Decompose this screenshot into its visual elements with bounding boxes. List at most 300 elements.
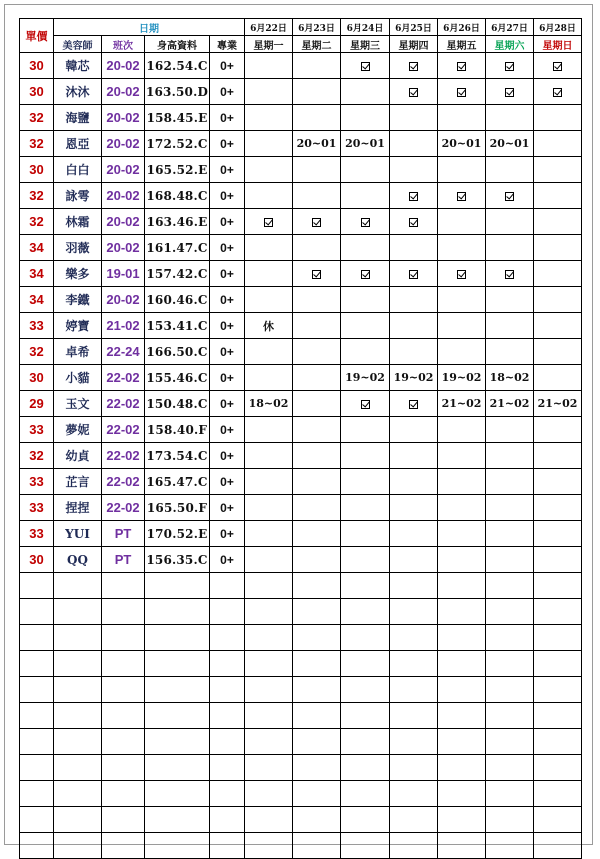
checkbox-checked-icon — [457, 88, 466, 97]
schedule-cell — [438, 261, 486, 287]
empty-cell — [145, 833, 210, 859]
empty-cell — [390, 573, 438, 599]
schedule-table — [19, 18, 582, 859]
empty-cell — [102, 833, 145, 859]
specialty-cell: 0+ — [210, 339, 245, 365]
date-heading: 日期 — [54, 19, 245, 36]
schedule-cell: 20~01 — [486, 131, 534, 157]
schedule-cell: 20~01 — [438, 131, 486, 157]
stylist-name-cell: 夢妮 — [54, 417, 102, 443]
empty-cell — [20, 781, 54, 807]
schedule-cell: 18~02 — [245, 391, 293, 417]
schedule-cell — [293, 313, 341, 339]
schedule-cell — [438, 495, 486, 521]
empty-cell — [102, 625, 145, 651]
empty-cell — [54, 625, 102, 651]
empty-cell — [102, 703, 145, 729]
profile-cell: 158.40.F — [145, 417, 210, 443]
price-cell: 33 — [20, 469, 54, 495]
schedule-cell — [534, 469, 582, 495]
stylist-name-cell: 樂多 — [54, 261, 102, 287]
table-row — [20, 391, 582, 417]
schedule-cell — [438, 521, 486, 547]
schedule-cell — [293, 521, 341, 547]
table-row — [20, 547, 582, 573]
stylist-name-cell: YUI — [54, 521, 102, 547]
checkbox-checked-icon — [409, 88, 418, 97]
table-row — [20, 495, 582, 521]
schedule-cell — [486, 157, 534, 183]
class-cell: 20-02 — [102, 53, 145, 79]
schedule-cell — [390, 53, 438, 79]
schedule-cell — [390, 417, 438, 443]
empty-cell — [534, 781, 582, 807]
schedule-cell — [534, 79, 582, 105]
empty-cell — [534, 625, 582, 651]
profile-cell: 160.46.C — [145, 287, 210, 313]
empty-cell — [102, 599, 145, 625]
empty-cell — [438, 833, 486, 859]
empty-cell — [20, 833, 54, 859]
schedule-cell — [293, 261, 341, 287]
empty-cell — [54, 755, 102, 781]
empty-cell — [20, 755, 54, 781]
stylist-name-cell: 卓希 — [54, 339, 102, 365]
checkbox-checked-icon — [409, 62, 418, 71]
checkbox-checked-icon — [553, 62, 562, 71]
empty-row — [20, 677, 582, 703]
stylist-name-cell: QQ — [54, 547, 102, 573]
empty-cell — [102, 729, 145, 755]
specialty-cell: 0+ — [210, 391, 245, 417]
empty-row — [20, 781, 582, 807]
schedule-cell — [534, 443, 582, 469]
checkbox-checked-icon — [409, 400, 418, 409]
specialty-cell: 0+ — [210, 287, 245, 313]
empty-cell — [486, 677, 534, 703]
schedule-cell — [534, 105, 582, 131]
empty-cell — [102, 755, 145, 781]
schedule-cell — [293, 53, 341, 79]
table-row — [20, 339, 582, 365]
schedule-cell — [534, 183, 582, 209]
price-cell: 30 — [20, 365, 54, 391]
schedule-cell: 20~01 — [293, 131, 341, 157]
schedule-cell: 19~02 — [341, 365, 390, 391]
empty-cell — [438, 755, 486, 781]
empty-cell — [341, 677, 390, 703]
date-header: 6月27日 — [486, 19, 534, 36]
empty-cell — [486, 599, 534, 625]
schedule-cell — [293, 469, 341, 495]
profile-cell: 150.48.C — [145, 391, 210, 417]
empty-cell — [293, 703, 341, 729]
checkbox-checked-icon — [312, 218, 321, 227]
empty-cell — [210, 755, 245, 781]
schedule-cell — [534, 521, 582, 547]
class-cell: 22-02 — [102, 391, 145, 417]
stylist-name-cell: 恩亞 — [54, 131, 102, 157]
schedule-cell — [486, 209, 534, 235]
schedule-cell — [245, 53, 293, 79]
header-row-2 — [20, 36, 582, 53]
empty-cell — [20, 573, 54, 599]
empty-cell — [390, 755, 438, 781]
empty-cell — [341, 781, 390, 807]
stylist-name-cell: 林霜 — [54, 209, 102, 235]
profile-cell: 156.35.C — [145, 547, 210, 573]
schedule-cell — [534, 157, 582, 183]
empty-cell — [390, 651, 438, 677]
empty-cell — [245, 703, 293, 729]
empty-cell — [534, 677, 582, 703]
class-cell: 20-02 — [102, 183, 145, 209]
stylist-name-cell: 海鹽 — [54, 105, 102, 131]
empty-cell — [245, 677, 293, 703]
empty-cell — [210, 677, 245, 703]
schedule-cell: 21~02 — [438, 391, 486, 417]
empty-cell — [210, 651, 245, 677]
schedule-cell — [486, 287, 534, 313]
empty-cell — [145, 651, 210, 677]
price-cell: 29 — [20, 391, 54, 417]
schedule-cell — [245, 209, 293, 235]
stylist-name-cell: 韓芯 — [54, 53, 102, 79]
empty-cell — [145, 703, 210, 729]
price-cell: 32 — [20, 209, 54, 235]
schedule-cell — [390, 339, 438, 365]
specialty-cell: 0+ — [210, 417, 245, 443]
schedule-cell — [534, 313, 582, 339]
empty-cell — [486, 755, 534, 781]
empty-cell — [210, 833, 245, 859]
schedule-cell — [293, 235, 341, 261]
stylist-name-cell: 李鐵 — [54, 287, 102, 313]
empty-cell — [245, 807, 293, 833]
class-cell: 22-24 — [102, 339, 145, 365]
schedule-cell — [534, 495, 582, 521]
schedule-cell — [341, 339, 390, 365]
schedule-cell — [534, 209, 582, 235]
empty-cell — [245, 625, 293, 651]
schedule-cell — [245, 261, 293, 287]
schedule-cell — [390, 157, 438, 183]
stylist-name-cell: 小貓 — [54, 365, 102, 391]
schedule-cell — [341, 469, 390, 495]
empty-cell — [102, 807, 145, 833]
empty-cell — [54, 599, 102, 625]
checkbox-checked-icon — [312, 270, 321, 279]
schedule-cell — [390, 469, 438, 495]
empty-row — [20, 625, 582, 651]
profile-header: 身高資料 — [145, 36, 210, 53]
empty-cell — [293, 755, 341, 781]
schedule-cell — [486, 183, 534, 209]
empty-cell — [390, 729, 438, 755]
empty-cell — [54, 833, 102, 859]
schedule-cell — [341, 547, 390, 573]
schedule-cell — [293, 391, 341, 417]
empty-cell — [486, 781, 534, 807]
stylist-name-cell: 白白 — [54, 157, 102, 183]
checkbox-checked-icon — [361, 62, 370, 71]
empty-cell — [438, 677, 486, 703]
table-row — [20, 261, 582, 287]
schedule-cell — [245, 235, 293, 261]
schedule-cell — [390, 79, 438, 105]
empty-cell — [390, 807, 438, 833]
date-header: 6月24日 — [341, 19, 390, 36]
class-cell: 20-02 — [102, 209, 145, 235]
empty-cell — [210, 729, 245, 755]
schedule-cell — [341, 79, 390, 105]
empty-cell — [534, 703, 582, 729]
table-row — [20, 417, 582, 443]
checkbox-checked-icon — [505, 192, 514, 201]
profile-cell: 161.47.C — [145, 235, 210, 261]
checkbox-checked-icon — [264, 218, 273, 227]
schedule-cell — [293, 495, 341, 521]
empty-cell — [245, 833, 293, 859]
empty-cell — [145, 781, 210, 807]
schedule-cell — [438, 235, 486, 261]
specialty-cell: 0+ — [210, 313, 245, 339]
empty-cell — [20, 651, 54, 677]
schedule-cell — [390, 131, 438, 157]
empty-cell — [390, 599, 438, 625]
price-cell: 34 — [20, 235, 54, 261]
schedule-cell — [486, 443, 534, 469]
schedule-cell — [245, 339, 293, 365]
schedule-cell — [341, 443, 390, 469]
empty-cell — [145, 625, 210, 651]
stylist-header: 美容師 — [54, 36, 102, 53]
empty-cell — [102, 651, 145, 677]
empty-cell — [486, 703, 534, 729]
schedule-cell — [438, 443, 486, 469]
weekday-header: 星期三 — [341, 36, 390, 53]
schedule-cell — [341, 105, 390, 131]
schedule-cell — [390, 443, 438, 469]
stylist-name-cell: 詠雩 — [54, 183, 102, 209]
empty-cell — [438, 807, 486, 833]
class-cell: 20-02 — [102, 235, 145, 261]
schedule-cell: 21~02 — [534, 391, 582, 417]
checkbox-checked-icon — [505, 270, 514, 279]
table-row — [20, 443, 582, 469]
schedule-cell — [438, 287, 486, 313]
empty-cell — [341, 833, 390, 859]
date-header: 6月25日 — [390, 19, 438, 36]
empty-cell — [534, 651, 582, 677]
empty-cell — [390, 833, 438, 859]
schedule-cell — [245, 521, 293, 547]
checkbox-checked-icon — [361, 400, 370, 409]
schedule-cell — [486, 79, 534, 105]
empty-cell — [486, 651, 534, 677]
specialty-cell: 0+ — [210, 79, 245, 105]
empty-cell — [341, 729, 390, 755]
schedule-cell — [438, 105, 486, 131]
class-cell: 20-02 — [102, 79, 145, 105]
class-cell: 20-02 — [102, 287, 145, 313]
empty-cell — [20, 625, 54, 651]
checkbox-checked-icon — [457, 62, 466, 71]
price-cell: 32 — [20, 105, 54, 131]
specialty-cell: 0+ — [210, 157, 245, 183]
schedule-cell: 21~02 — [486, 391, 534, 417]
empty-cell — [102, 781, 145, 807]
header-row-1 — [20, 19, 582, 36]
checkbox-checked-icon — [409, 218, 418, 227]
price-cell: 30 — [20, 79, 54, 105]
schedule-cell — [438, 157, 486, 183]
empty-cell — [54, 729, 102, 755]
checkbox-checked-icon — [457, 270, 466, 279]
empty-cell — [486, 807, 534, 833]
schedule-cell — [486, 547, 534, 573]
profile-cell: 165.47.C — [145, 469, 210, 495]
checkbox-checked-icon — [505, 88, 514, 97]
specialty-cell: 0+ — [210, 365, 245, 391]
schedule-cell — [390, 391, 438, 417]
schedule-cell — [341, 313, 390, 339]
schedule-cell — [293, 157, 341, 183]
schedule-cell — [293, 287, 341, 313]
schedule-cell — [293, 209, 341, 235]
empty-cell — [486, 625, 534, 651]
schedule-cell — [341, 495, 390, 521]
empty-cell — [20, 807, 54, 833]
schedule-cell — [438, 313, 486, 339]
schedule-cell — [341, 235, 390, 261]
empty-cell — [341, 703, 390, 729]
empty-row — [20, 833, 582, 859]
class-cell: 19-01 — [102, 261, 145, 287]
schedule-cell — [390, 547, 438, 573]
specialty-cell: 0+ — [210, 209, 245, 235]
class-cell: PT — [102, 547, 145, 573]
class-cell: 22-02 — [102, 443, 145, 469]
empty-cell — [341, 573, 390, 599]
schedule-cell — [438, 79, 486, 105]
schedule-cell: 19~02 — [438, 365, 486, 391]
specialty-header: 專業 — [210, 36, 245, 53]
schedule-cell: 18~02 — [486, 365, 534, 391]
empty-cell — [145, 573, 210, 599]
schedule-cell — [341, 261, 390, 287]
empty-cell — [54, 781, 102, 807]
empty-cell — [438, 729, 486, 755]
price-cell: 32 — [20, 339, 54, 365]
stylist-name-cell: 沐沐 — [54, 79, 102, 105]
weekday-header: 星期二 — [293, 36, 341, 53]
empty-cell — [210, 599, 245, 625]
stylist-name-cell: 捏捏 — [54, 495, 102, 521]
specialty-cell: 0+ — [210, 547, 245, 573]
schedule-cell — [341, 417, 390, 443]
empty-cell — [20, 599, 54, 625]
stylist-name-cell: 婷寶 — [54, 313, 102, 339]
schedule-cell — [486, 53, 534, 79]
empty-cell — [245, 599, 293, 625]
table-row — [20, 313, 582, 339]
schedule-cell — [486, 495, 534, 521]
empty-row — [20, 573, 582, 599]
specialty-cell: 0+ — [210, 495, 245, 521]
empty-cell — [54, 677, 102, 703]
specialty-cell: 0+ — [210, 235, 245, 261]
table-row — [20, 287, 582, 313]
class-cell: PT — [102, 521, 145, 547]
price-cell: 32 — [20, 443, 54, 469]
schedule-cell — [390, 261, 438, 287]
schedule-cell — [341, 521, 390, 547]
schedule-cell — [534, 261, 582, 287]
price-cell: 33 — [20, 313, 54, 339]
schedule-cell — [390, 521, 438, 547]
schedule-cell — [438, 417, 486, 443]
empty-cell — [341, 755, 390, 781]
class-cell: 20-02 — [102, 157, 145, 183]
schedule-cell — [390, 495, 438, 521]
schedule-cell — [438, 53, 486, 79]
empty-cell — [534, 755, 582, 781]
empty-cell — [145, 755, 210, 781]
schedule-cell: 19~02 — [390, 365, 438, 391]
schedule-cell: 20~01 — [341, 131, 390, 157]
schedule-cell — [390, 183, 438, 209]
schedule-cell — [534, 365, 582, 391]
checkbox-checked-icon — [457, 192, 466, 201]
profile-cell: 158.45.E — [145, 105, 210, 131]
schedule-cell — [245, 365, 293, 391]
empty-cell — [20, 729, 54, 755]
schedule-cell — [534, 417, 582, 443]
price-cell: 33 — [20, 417, 54, 443]
empty-cell — [293, 729, 341, 755]
schedule-cell — [245, 157, 293, 183]
empty-cell — [486, 729, 534, 755]
empty-cell — [54, 807, 102, 833]
profile-cell: 170.52.E — [145, 521, 210, 547]
schedule-cell — [245, 443, 293, 469]
schedule-cell — [486, 235, 534, 261]
schedule-cell — [534, 235, 582, 261]
empty-cell — [210, 703, 245, 729]
price-header: 單價 — [20, 19, 54, 53]
stylist-name-cell: 玉文 — [54, 391, 102, 417]
specialty-cell: 0+ — [210, 469, 245, 495]
empty-cell — [210, 573, 245, 599]
table-row — [20, 365, 582, 391]
empty-cell — [245, 781, 293, 807]
profile-cell: 172.52.C — [145, 131, 210, 157]
empty-cell — [145, 599, 210, 625]
profile-cell: 157.42.C — [145, 261, 210, 287]
empty-cell — [534, 833, 582, 859]
empty-cell — [293, 573, 341, 599]
empty-cell — [534, 729, 582, 755]
table-row — [20, 131, 582, 157]
class-cell: 22-02 — [102, 469, 145, 495]
schedule-cell — [438, 209, 486, 235]
profile-cell: 163.50.D — [145, 79, 210, 105]
empty-cell — [390, 703, 438, 729]
weekday-header-sunday: 星期日 — [534, 36, 582, 53]
profile-cell: 168.48.C — [145, 183, 210, 209]
weekday-header: 星期五 — [438, 36, 486, 53]
